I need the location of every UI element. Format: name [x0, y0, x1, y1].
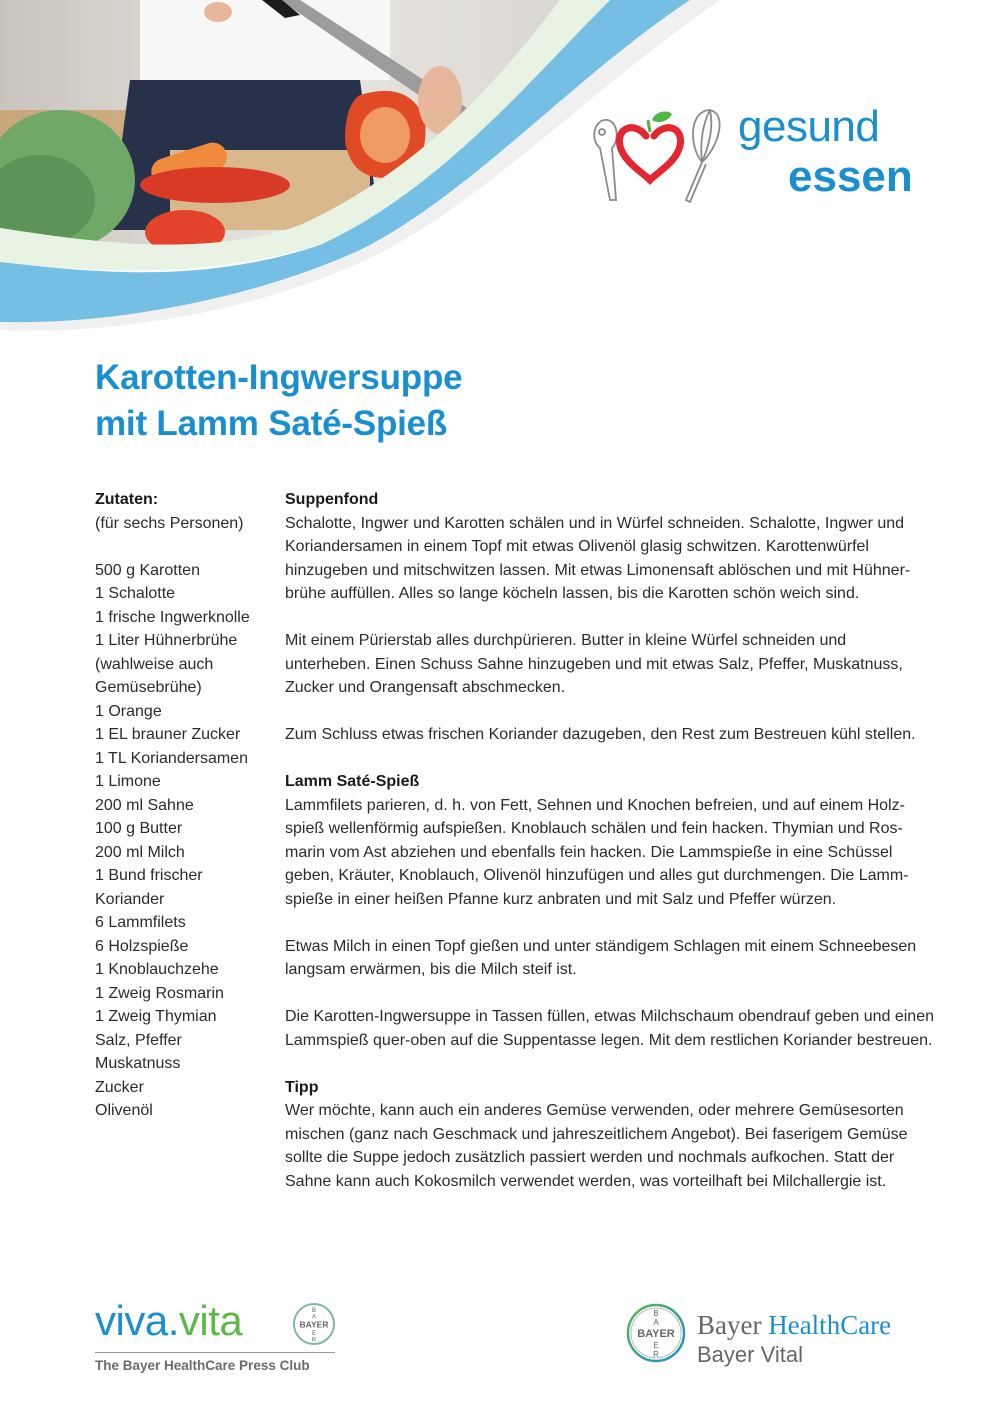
tipp-paragraph: Wer möchte, kann auch ein anderes Gemüse verwenden, oder mehrere Gemüsesorten mischen (ganz nach Geschmack und jahreszeitlichem Angebot). Bei faserigem Gemüse sollte die Suppe jedoch zusätzlich passiert werden und nochmals aufkochen. Statt der Sahne kann auch Kokosmilch verwendet werden, was vorteilhaft bei Milchallergie ist. — [285, 1102, 908, 1190]
ingredient-item: 1 Bund frischer — [95, 867, 203, 884]
svg-text:E: E — [653, 1341, 659, 1350]
svg-text:A: A — [311, 1314, 317, 1321]
ingredient-item: 1 Schalotte — [95, 585, 176, 602]
brand-healthcare: HealthCare — [768, 1310, 892, 1340]
logo-word-gesund: gesund — [738, 102, 880, 151]
bayer-seal-horizontal: BAYER — [637, 1328, 675, 1340]
ingredient-item: 1 Liter Hühnerbrühe — [95, 632, 238, 649]
divider — [95, 1352, 335, 1353]
ingredients-servings: (für sechs Personen) — [95, 514, 244, 532]
bayer-seal-horizontal: BAYER — [299, 1319, 329, 1330]
ingredient-item: Olivenöl — [95, 1102, 153, 1119]
whisk-icon — [686, 110, 720, 202]
ingredient-item: 1 EL brauner Zucker — [95, 726, 241, 743]
ingredient-item: 1 Knoblauchzehe — [95, 961, 219, 978]
bayer-healthcare-wordmark — [697, 1310, 891, 1341]
ingredient-item: 6 Lammfilets — [95, 914, 186, 931]
viva-part: viva. — [95, 1297, 179, 1344]
kitchen-icons — [590, 100, 740, 210]
ingredient-item: 1 Limone — [95, 773, 161, 790]
ingredient-item: 1 Orange — [95, 702, 162, 720]
section-heading-suppenfond: Suppenfond — [285, 491, 379, 508]
ingredients-list — [95, 488, 275, 1123]
svg-text:A: A — [653, 1318, 659, 1327]
svg-text:R: R — [311, 1337, 317, 1344]
title-line-2: mit Lamm Saté-Spieß — [95, 404, 448, 443]
ingredient-item: (wahlweise auch — [95, 655, 214, 673]
svg-text:R: R — [653, 1350, 659, 1359]
bayer-cross-icon — [625, 1302, 687, 1364]
lamm-paragraph-2: Etwas Milch in einen Topf gießen und unter ständigem Schlagen mit einem Schneebesen langsam erwärmen, bis die Milch steif ist. — [285, 937, 917, 978]
ingredient-item: 200 ml Sahne — [95, 796, 194, 814]
suppenfond-paragraph-2: Mit einem Pürierstab alles durchpürieren. Butter in kleine Würfel schneiden und unterheben. Einen Schuss Sahne hinzugeben und mit etwas Salz, Pfeffer, Muskatnuss, Zucker und Orangensaft abschmecken. — [285, 632, 903, 696]
section-heading-tipp: Tipp — [285, 1078, 319, 1096]
title-line-1: Karotten-Ingwersuppe — [95, 358, 463, 397]
ingredient-item: 1 Zweig Rosmarin — [95, 984, 224, 1002]
ingredient-item: Zucker — [95, 1078, 144, 1096]
ingredient-item: Salz, Pfeffer — [95, 1031, 182, 1049]
ingredient-item: 6 Holzspieße — [95, 937, 189, 955]
recipe-title — [95, 355, 462, 447]
bayer-cross-icon — [292, 1302, 336, 1346]
viva-vita-wordmark — [95, 1297, 243, 1344]
brand-bayer: Bayer — [697, 1310, 762, 1340]
suppenfond-paragraph-3: Zum Schluss etwas frischen Koriander dazugeben, den Rest zum Bestreuen kühl stellen. — [285, 726, 916, 743]
section-heading-lamm: Lamm Saté-Spieß — [285, 773, 420, 790]
ingredient-item: 1 Zweig Thymian — [95, 1008, 217, 1025]
viva-vita-logo — [95, 1297, 345, 1385]
ingredient-item: 200 ml Milch — [95, 843, 185, 861]
ingredient-item: 500 g Karotten — [95, 561, 200, 579]
vita-part: vita — [178, 1297, 243, 1344]
svg-text:B: B — [653, 1309, 659, 1318]
preparation-steps — [285, 488, 935, 1193]
apple-heart-icon — [619, 112, 680, 180]
ingredient-item: Gemüsebrühe) — [95, 679, 202, 696]
ingredient-item: Koriander — [95, 890, 165, 908]
ingredient-item: 100 g Butter — [95, 820, 183, 837]
bayer-vital: Bayer Vital — [697, 1342, 803, 1367]
viva-tagline: The Bayer HealthCare Press Club — [95, 1358, 310, 1373]
ingredient-item: Muskatnuss — [95, 1055, 181, 1072]
lamm-paragraph-3: Die Karotten-Ingwersuppe in Tassen füllen, etwas Milchschaum obendrauf geben und einen Lammspieß quer-oben auf die Suppentasse legen. Mit dem restlichen Koriander bestreuen. — [285, 1008, 934, 1049]
svg-text:E: E — [311, 1331, 317, 1337]
ingredient-item: 1 frische Ingwerknolle — [95, 608, 250, 626]
bayer-healthcare-logo — [625, 1302, 945, 1382]
spoon-icon — [594, 120, 616, 200]
svg-text:B: B — [311, 1308, 317, 1314]
logo-word-essen: essen — [788, 152, 913, 201]
ingredients-heading: Zutaten: — [95, 491, 159, 508]
ingredient-item: 1 TL Koriandersamen — [95, 749, 248, 767]
suppenfond-paragraph-1: Schalotte, Ingwer und Karotten schälen und in Würfel schneiden. Schalotte, Ingwer und Koriandersamen in einem Topf mit etwas Olivenöl glasig schwitzen. Karottenwürfel hinzugeben und mitschwitzen lassen. Mit etwas Limonensaft ablöschen und mit Hühner-brühe auffüllen. Alles so lange köcheln lassen, bis die Karotten schön weich sind. — [285, 514, 911, 602]
gesund-essen-logo — [590, 100, 950, 210]
lamm-paragraph-1: Lammfilets parieren, d. h. von Fett, Sehnen und Knochen befreien, und auf einem Holz-spieß wellenförmig aufspießen. Knoblauch schälen und fein hacken. Thymian und Ros-marin vom Ast abziehen und ebenfalls fein hacken. Die Lammspieße in eine Schüssel geben, Kräuter, Knoblauch, Olivenöl hinzufügen und alles gut durchmengen. Die Lamm-spieße in einer heißen Pfanne kurz anbraten und mit Salz und Pfeffer würzen. — [285, 796, 909, 908]
